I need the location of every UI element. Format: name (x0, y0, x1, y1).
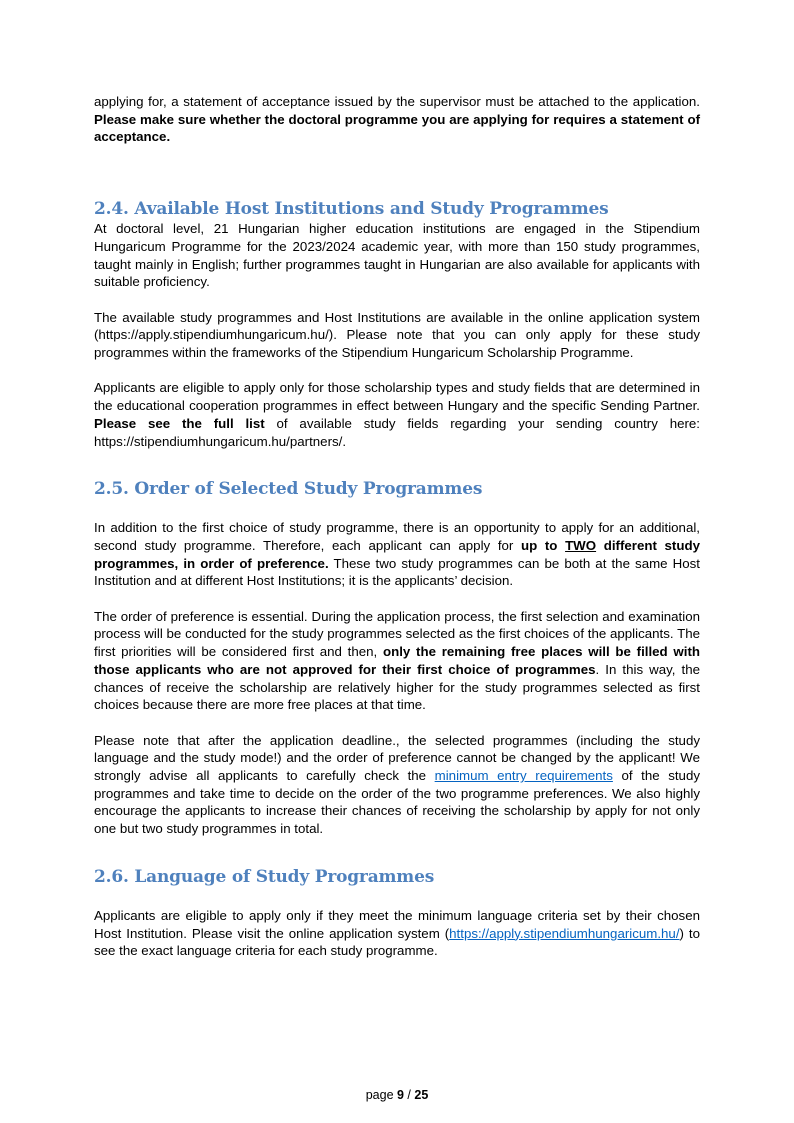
current-page-number: 9 (397, 1088, 404, 1102)
section-heading-2-6: 2.6. Language of Study Programmes (94, 866, 435, 887)
full-list-emphasis: Please see the full list (94, 415, 265, 431)
section-heading-2-5: 2.5. Order of Selected Study Programmes (94, 479, 483, 500)
intro-bold-note: Please make sure whether the doctoral programme you are applying for requires a statement of acceptance. (94, 111, 700, 145)
application-system-link[interactable]: https://apply.stipendiumhungaricum.hu/ (449, 925, 680, 941)
total-page-count: 25 (414, 1088, 429, 1102)
s25-paragraph-3: Please note that after the application deadline., the selected programmes (including the study language and the study mode!) and the order of preference cannot be changed by the applicant! We strongly advise all applicants to carefully check the minimum entry requirements of the study programmes and take time to decide on the order of the two programme preferences. We also highly encourage the applicants to increase their chances of receiving the scholarship by apply for not only one but two study programmes in total. (94, 732, 700, 837)
minimum-entry-requirements-link[interactable]: minimum entry requirements (434, 768, 613, 784)
s24-paragraph-1: At doctoral level, 21 Hungarian higher education institutions are engaged in the Stipendium Hungaricum Programme for the 2023/2024 academic year, with more than 150 study programmes, taught mainly in English; further programmes taught in Hungarian are also available for applicants with suitable proficiency. (94, 221, 700, 290)
s25-paragraph-2: The order of preference is essential. During the application process, the first selection and examination process will be conducted for the study programmes selected as the first choices of the applicants. The first priorities will be considered first and then, only the remaining free places will be filled with those applicants who are not approved for their first choice of programmes. In this way, the chances of receive the scholarship are relatively higher for the study programmes selected as first choices because there are more free places at that time. (94, 608, 700, 713)
s25-paragraph-1: In addition to the first choice of study programme, there is an opportunity to apply for an additional, second study programme. Therefore, each applicant can apply for up to TWO different study programmes, in order of preference. These two study programmes can be both at the same Host Institution and at different Host Institutions; it is the applicants’ decision. (94, 520, 701, 589)
remaining-places-emphasis: only the remaining free places will be filled with those applicants who are not approved for their first choice of programmes (94, 644, 700, 677)
s24-paragraph-3: Applicants are eligible to apply only for those scholarship types and study fields that are determined in the educational cooperation programmes in effect between Hungary and the specific Sending Partner. Please see the full list of available study fields regarding your sending country here: https://stipendiumhungaricum.hu/partners/. (94, 380, 701, 449)
intro-paragraph (94, 93, 700, 146)
s26-paragraph-1: Applicants are eligible to apply only if they meet the minimum language criteria set by their chosen Host Institution. Please visit the online application system (https://apply.stipendiumhungaricum.hu/) to see the exact language criteria for each study programme. (94, 907, 700, 959)
two-underlined: TWO (565, 537, 597, 553)
s24-paragraph-2: The available study programmes and Host Institutions are available in the online application system (https://apply.stipendiumhungaricum.hu/). Please note that you can only apply for these study programmes within the frameworks of the Stipendium Hungaricum Scholarship Programme. (94, 309, 700, 361)
document-page (94, 93, 700, 960)
intro-text: applying for, a statement of acceptance issued by the supervisor must be attached to the application. (94, 94, 700, 109)
page-footer: page 9 / 25 (365, 1088, 429, 1102)
section-heading-2-4: 2.4. Available Host Institutions and Study Programmes (94, 199, 609, 220)
